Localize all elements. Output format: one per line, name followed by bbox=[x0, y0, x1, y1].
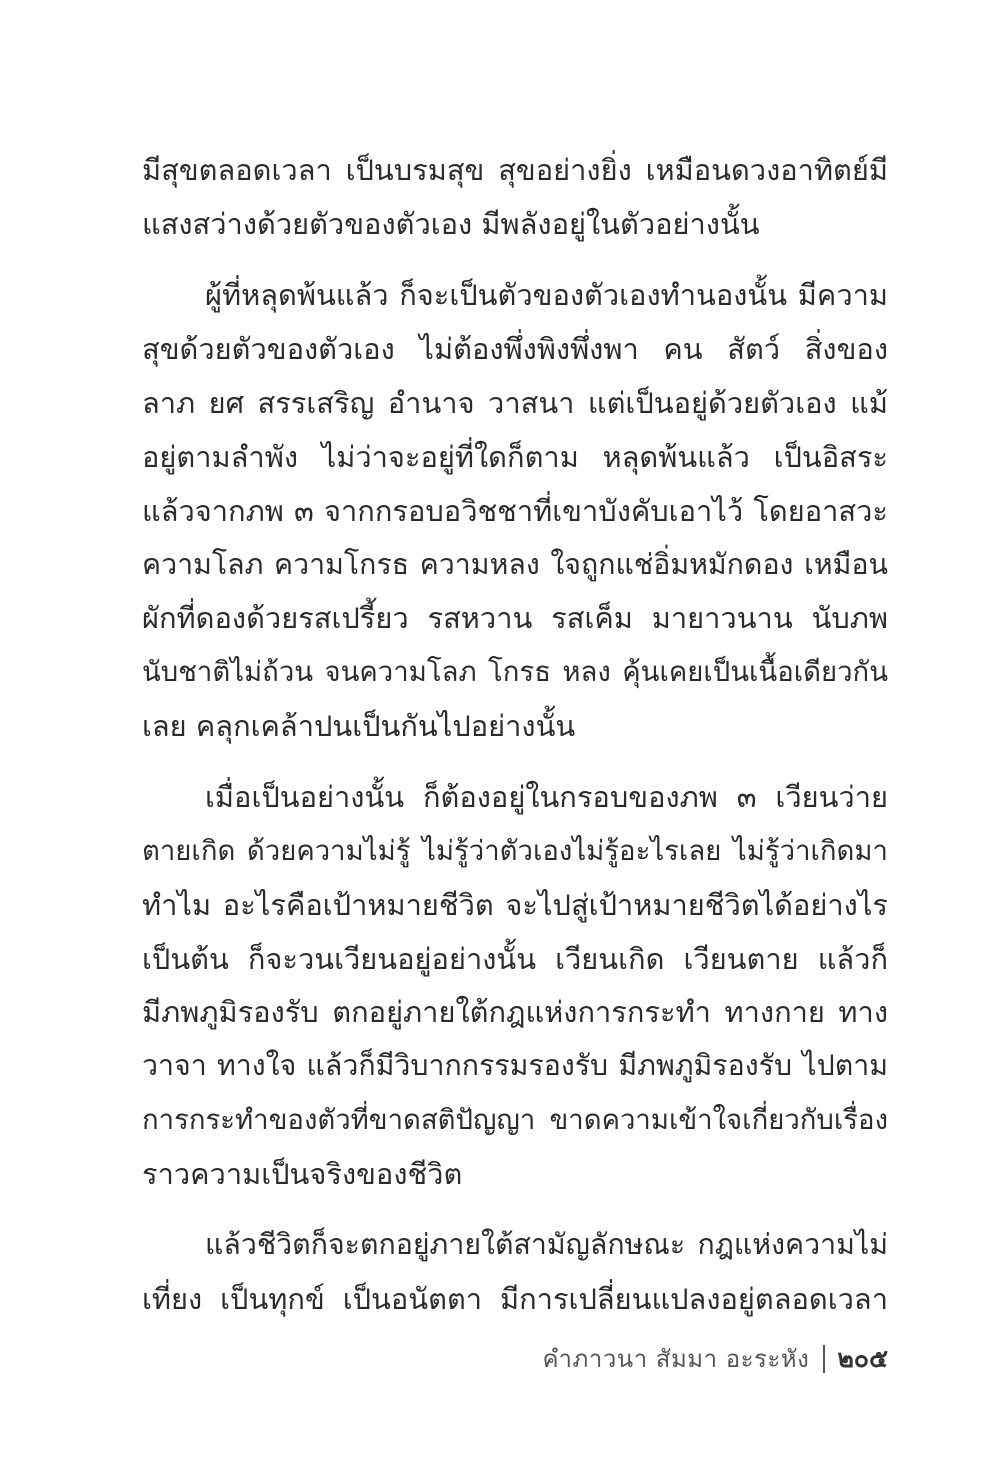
paragraph-3-line-4: เป็นต้น ก็จะวนเวียนอยู่อย่างนั้น เวียนเกิด เวียนตาย แล้วก็ bbox=[142, 942, 888, 976]
paragraph-3-line-3: ทำไม อะไรคือเป้าหมายชีวิต จะไปสู่เป้าหมายชีวิตได้อย่างไร bbox=[142, 888, 888, 922]
paragraph-2-line-7: ผักที่ดองด้วยรสเปรี้ยว รสหวาน รสเค็ม มายาวนาน นับภพ bbox=[142, 601, 888, 635]
paragraph-3-line-2: ตายเกิด ด้วยความไม่รู้ ไม่รู้ว่าตัวเองไม่รู้อะไรเลย ไม่รู้ว่าเกิดมา bbox=[142, 835, 888, 867]
paragraph-3-line-7: การกระทำของตัวที่ขาดสติปัญญา ขาดความเข้าใจเกี่ยวกับเรื่อง bbox=[142, 1104, 888, 1136]
paragraph-2-line-4: อยู่ตามลำพัง ไม่ว่าจะอยู่ที่ใดก็ตาม หลุดพ้นแล้ว เป็นอิสระ bbox=[142, 440, 888, 474]
footer-divider bbox=[823, 1345, 825, 1373]
paragraph-2-line-8: นับชาติไม่ถ้วน จนความโลภ โกรธ หลง คุ้นเคยเป็นเนื้อเดียวกัน bbox=[142, 656, 888, 688]
paragraph-1-line-1: มีสุขตลอดเวลา เป็นบรมสุข สุขอย่างยิ่ง เหมือนดวงอาทิตย์มี bbox=[142, 153, 888, 187]
paragraph-3-line-8: ราวความเป็นจริงของชีวิต bbox=[142, 1157, 463, 1191]
paragraph-3-line-1: เมื่อเป็นอย่างนั้น ก็ต้องอยู่ในกรอบของภพ ๓ เวียนว่าย bbox=[205, 780, 888, 814]
paragraph-2-line-2: สุขด้วยตัวของตัวเอง ไม่ต้องพึ่งพิงพึ่งพา คน สัตว์ สิ่งของ bbox=[142, 332, 888, 366]
paragraph-4-line-1: แล้วชีวิตก็จะตกอยู่ภายใต้สามัญลักษณะ กฎแห่งความไม่ bbox=[205, 1228, 888, 1261]
paragraph-2-line-6: ความโลภ ความโกรธ ความหลง ใจถูกแช่อิ่มหมักดอง เหมือน bbox=[142, 548, 888, 581]
paragraph-2-line-9: เลย คลุกเคล้าปนเป็นกันไปอย่างนั้น bbox=[142, 709, 576, 743]
page-footer bbox=[542, 1343, 888, 1375]
paragraph-2-line-5: แล้วจากภพ ๓ จากกรอบอวิชชาที่เขาบังคับเอาไว้ โดยอาสวะ bbox=[142, 494, 888, 528]
paragraph-1-line-2: แสงสว่างด้วยตัวของตัวเอง มีพลังอยู่ในตัวอย่างนั้น bbox=[142, 207, 760, 241]
page-number: ๒๐๕ bbox=[837, 1344, 888, 1373]
paragraph-3-line-5: มีภพภูมิรองรับ ตกอยู่ภายใต้กฎแห่งการกระทำ ทางกาย ทาง bbox=[142, 995, 888, 1029]
paragraph-2-line-1: ผู้ที่หลุดพ้นแล้ว ก็จะเป็นตัวของตัวเองทำนองนั้น มีความ bbox=[205, 278, 888, 312]
running-book-title: คำภาวนา สัมมา อะระหัง bbox=[542, 1345, 810, 1373]
paragraph-3-line-6: วาจา ทางใจ แล้วก็มีวิบากกรรมรองรับ มีภพภูมิรองรับ ไปตาม bbox=[142, 1049, 888, 1082]
paragraph-2-line-3: ลาภ ยศ สรรเสริญ อำนาจ วาสนา แต่เป็นอยู่ด้วยตัวเอง แม้ bbox=[142, 386, 888, 420]
paragraph-4-line-2: เที่ยง เป็นทุกข์ เป็นอนัตตา มีการเปลี่ยนแปลงอยู่ตลอดเวลา bbox=[142, 1282, 888, 1316]
